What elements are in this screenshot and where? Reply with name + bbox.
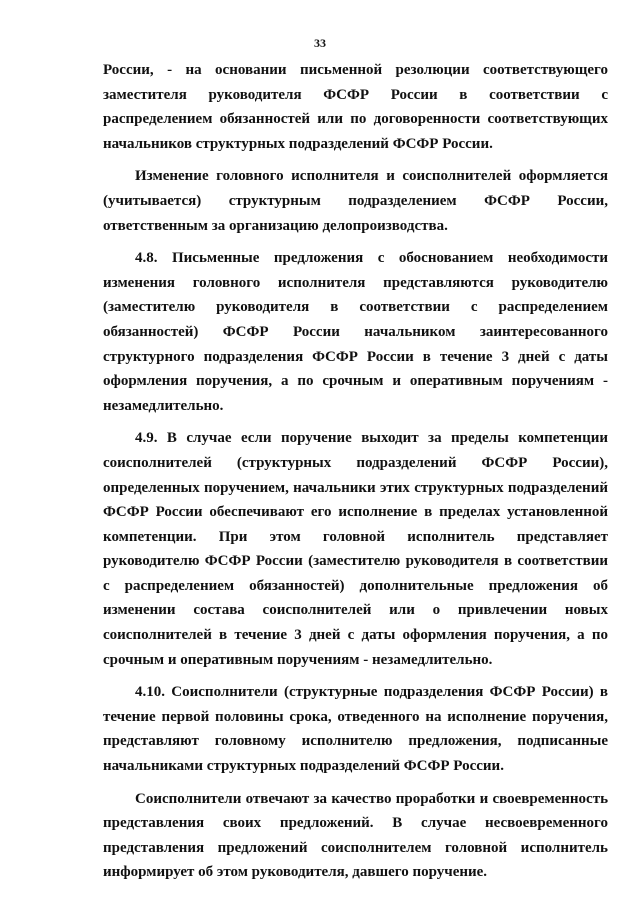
- paragraph-continuation: России, - на основании письменной резолюции соответствующего заместителя руководителя ФСФР России в соответствии с распределением обязанностей или по договоренности соответствующих начальников структурных подразделений ФСФР России.: [103, 62, 608, 152]
- paragraph-co-executors-responsibility: Соисполнители отвечают за качество проработки и своевременность представления своих предложений. В случае несвоевременного представления предложений соисполнителем головной исполнитель информирует об этом руководителя, давшего поручение.: [103, 790, 608, 881]
- document-body: [103, 58, 608, 893]
- paragraph-4-8: 4.8. Письменные предложения с обоснованием необходимости изменения головного исполнителя представляются руководителю (заместителю руководителя в соответствии с распределением обязанностей) ФСФР России начальником заинтересованного структурного подразделения ФСФР России в течение 3 дней с даты оформления поручения, а по срочным и оперативным поручениям - незамедлительно.: [103, 250, 608, 414]
- paragraph-4-9: 4.9. В случае если поручение выходит за пределы компетенции соисполнителей (структурных подразделений ФСФР России), определенных поручением, начальники этих структурных подразделений ФСФР России обеспечивают его исполнение в пределах установленной компетенции. При этом головной исполнитель представляет руководителю ФСФР России (заместителю руководителя в соответствии с распределением обязанностей) дополнительные предложения об изменении состава соисполнителей или о привлечении новых соисполнителей в течение 3 дней с даты оформления поручения, а по срочным и оперативным поручениям - незамедлительно.: [103, 430, 608, 668]
- paragraph-4-10: 4.10. Соисполнители (структурные подразделения ФСФР России) в течение первой половины срока, отведенного на исполнение поручения, представляют головному исполнителю предложения, подписанные начальниками структурных подразделений ФСФР России.: [103, 684, 608, 775]
- paragraph-executor-change: Изменение головного исполнителя и соисполнителей оформляется (учитывается) структурным подразделением ФСФР России, ответственным за организацию делопроизводства.: [103, 168, 608, 234]
- page-number: 33: [314, 36, 326, 50]
